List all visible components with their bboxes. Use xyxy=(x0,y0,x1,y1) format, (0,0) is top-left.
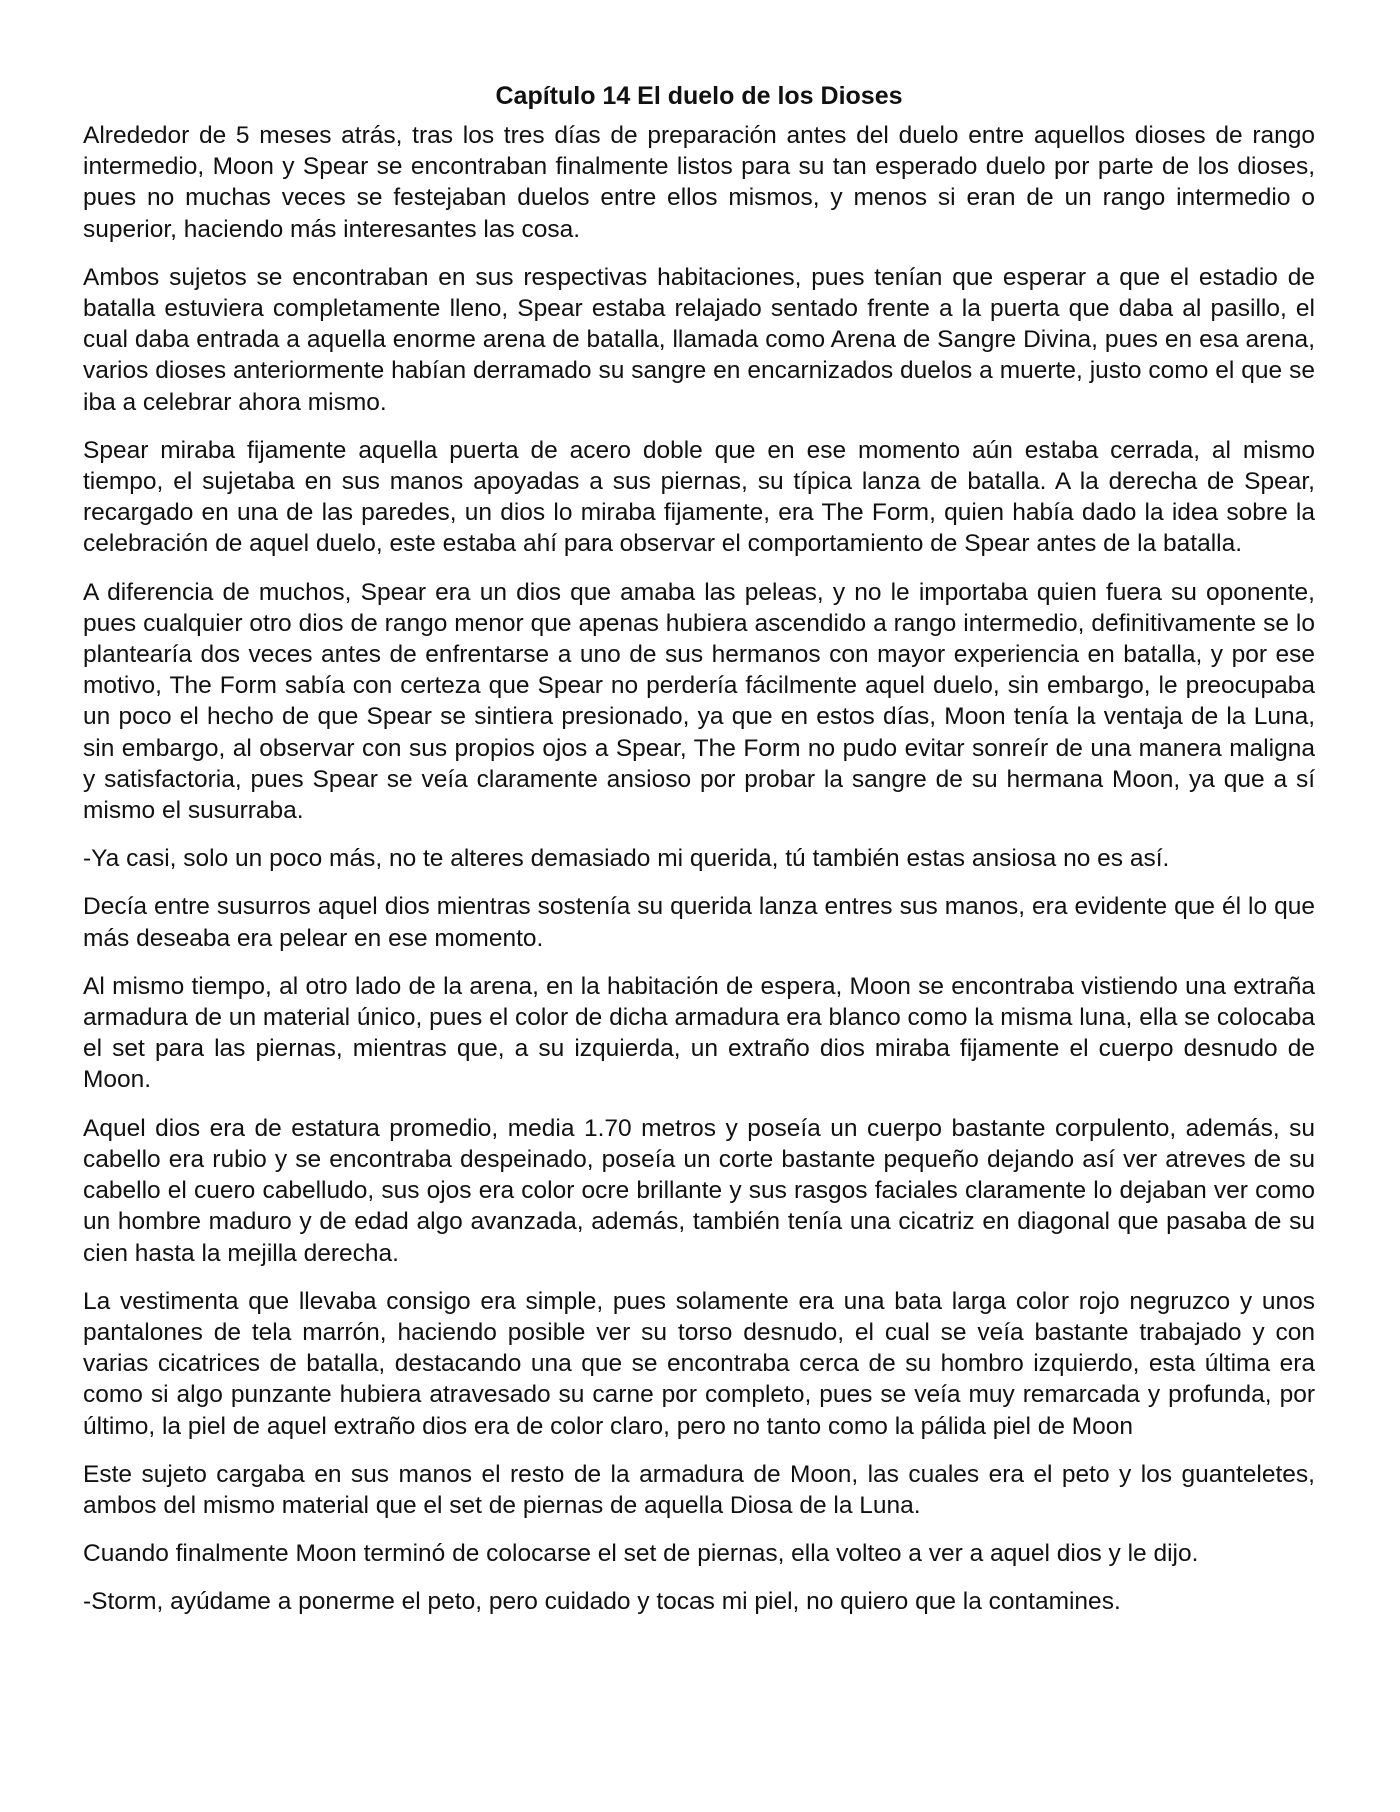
paragraph: Spear miraba fijamente aquella puerta de acero doble que en ese momento aún estaba cerrada, al mismo tiempo, el sujetaba en sus manos apoyadas a sus piernas, su típica lanza de batalla. A la derecha de Spear, recargado en una de las paredes, un dios lo miraba fijamente, era The Form, quien había dado la idea sobre la celebración de aquel duelo, este estaba ahí para observar el comportamiento de Spear antes de la batalla. xyxy=(83,436,1315,558)
document-page xyxy=(83,80,1315,1635)
paragraph: La vestimenta que llevaba consigo era simple, pues solamente era una bata larga color rojo negruzco y unos pantalones de tela marrón, haciendo posible ver su torso desnudo, el cual se veía bastante trabajado y con varias cicatrices de batalla, destacando una que se encontraba cerca de su hombro izquierdo, esta última era como si algo punzante hubiera atravesado su carne por completo, pues se veía muy remarcada y profunda, por último, la piel de aquel extraño dios era de color claro, pero no tanto como la pálida piel de Moon xyxy=(83,1287,1315,1440)
paragraph: Cuando finalmente Moon terminó de colocarse el set de piernas, ella volteo a ver a aquel dios y le dijo. xyxy=(83,1540,1199,1568)
chapter-title: Capítulo 14 El duelo de los Dioses xyxy=(495,82,903,110)
paragraph: Decía entre susurros aquel dios mientras sostenía su querida lanza entres sus manos, era evidente que él lo que más deseaba era pelear en ese momento. xyxy=(83,893,1315,952)
paragraph: Ambos sujetos se encontraban en sus respectivas habitaciones, pues tenían que esperar a que el estadio de batalla estuviera completamente lleno, Spear estaba relajado sentado frente a la puerta que daba al pasillo, el cual daba entrada a aquella enorme arena de batalla, llamada como Arena de Sangre Divina, pues en esa arena, varios dioses anteriormente habían derramado su sangre en encarnizados duelos a muerte, justo como el que se iba a celebrar ahora mismo. xyxy=(83,263,1315,416)
paragraph: -Storm, ayúdame a ponerme el peto, pero cuidado y tocas mi piel, no quiero que la contamines. xyxy=(83,1588,1121,1616)
paragraph: Al mismo tiempo, al otro lado de la arena, en la habitación de espera, Moon se encontraba vistiendo una extraña armadura de un material único, pues el color de dicha armadura era blanco como la misma luna, ella se colocaba el set para las piernas, mientras que, a su izquierda, un extraño dios miraba fijamente el cuerpo desnudo de Moon. xyxy=(83,972,1315,1094)
paragraph: -Ya casi, solo un poco más, no te alteres demasiado mi querida, tú también estas ansiosa no es así. xyxy=(83,845,1170,873)
paragraph: Aquel dios era de estatura promedio, media 1.70 metros y poseía un cuerpo bastante corpulento, además, su cabello era rubio y se encontraba despeinado, poseía un corte bastante pequeño dejando así ver atreves de su cabello el cuero cabelludo, sus ojos era color ocre brillante y sus rasgos faciales claramente lo dejaban ver como un hombre maduro y de edad algo avanzada, además, también tenía una cicatriz en diagonal que pasaba de su cien hasta la mejilla derecha. xyxy=(83,1114,1315,1267)
paragraph: A diferencia de muchos, Spear era un dios que amaba las peleas, y no le importaba quien fuera su oponente, pues cualquier otro dios de rango menor que apenas hubiera ascendido a rango intermedio, definitivamente se lo plantearía dos veces antes de enfrentarse a uno de sus hermanos con mayor experiencia en batalla, y por ese motivo, The Form sabía con certeza que Spear no perdería fácilmente aquel duelo, sin embargo, le preocupaba un poco el hecho de que Spear se sintiera presionado, ya que en estos días, Moon tenía la ventaja de la Luna, sin embargo, al observar con sus propios ojos a Spear, The Form no pudo evitar sonreír de una manera maligna y satisfactoria, pues Spear se veía claramente ansioso por probar la sangre de su hermana Moon, ya que a sí mismo el susurraba. xyxy=(83,578,1315,825)
paragraph: Alrededor de 5 meses atrás, tras los tres días de preparación antes del duelo entre aquellos dioses de rango intermedio, Moon y Spear se encontraban finalmente listos para su tan esperado duelo por parte de los dioses, pues no muchas veces se festejaban duelos entre ellos mismos, y menos si eran de un rango intermedio o superior, haciendo más interesantes las cosa. xyxy=(83,122,1315,243)
paragraph: Este sujeto cargaba en sus manos el resto de la armadura de Moon, las cuales era el peto y los guanteletes, ambos del mismo material que el set de piernas de aquella Diosa de la Luna. xyxy=(83,1460,1315,1519)
